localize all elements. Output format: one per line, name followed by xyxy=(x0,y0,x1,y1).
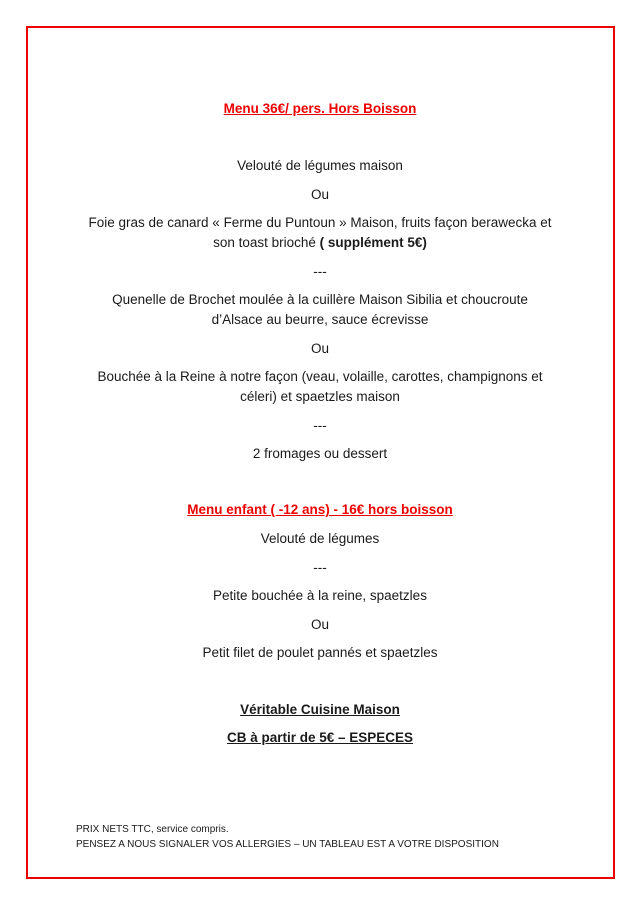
or-separator: Ou xyxy=(310,187,329,202)
main-starter-2-line1: Foie gras de canard « Ferme du Puntoun » Maison, fruits façon berawecka et xyxy=(88,215,552,230)
child-dish-2: Petit filet de poulet pannés et spaetzles xyxy=(202,645,438,660)
footer-allergies: PENSEZ A NOUS SIGNALER VOS ALLERGIES – UN TABLEAU EST A VOTRE DISPOSITION xyxy=(76,839,499,850)
child-dish-1: Petite bouchée à la reine, spaetzles xyxy=(213,588,427,603)
course-divider: --- xyxy=(313,418,327,433)
main-dish-2-line1: Bouchée à la Reine à notre façon (veau, volaille, carottes, champignons et xyxy=(97,369,543,384)
or-separator: Ou xyxy=(310,341,329,356)
child-starter: Velouté de légumes xyxy=(260,531,380,546)
main-menu-title: Menu 36€/ pers. Hors Boisson xyxy=(223,101,417,116)
payment-note: CB à partir de 5€ – ESPECES xyxy=(226,730,414,745)
child-menu-title: Menu enfant ( -12 ans) - 16€ hors boisson xyxy=(187,502,453,517)
main-starter-1: Velouté de légumes maison xyxy=(237,158,403,173)
or-separator: Ou xyxy=(310,617,329,632)
cuisine-note: Véritable Cuisine Maison xyxy=(240,702,400,717)
main-dish-1-line1: Quenelle de Brochet moulée à la cuillère Maison Sibilia et choucroute xyxy=(112,292,528,307)
course-divider: --- xyxy=(313,560,327,575)
footer-prices: PRIX NETS TTC, service compris. xyxy=(76,824,229,835)
supplement-note: ( supplément 5€) xyxy=(319,235,427,250)
main-dish-2-line2: céleri) et spaetzles maison xyxy=(240,389,400,404)
starter-2-text: son toast brioché xyxy=(213,235,320,250)
main-starter-2-line2 xyxy=(0,234,640,252)
course-divider: --- xyxy=(313,264,327,279)
main-dish-1-line2: d’Alsace au beurre, sauce écrevisse xyxy=(211,312,429,327)
dessert-choice: 2 fromages ou dessert xyxy=(252,446,388,461)
